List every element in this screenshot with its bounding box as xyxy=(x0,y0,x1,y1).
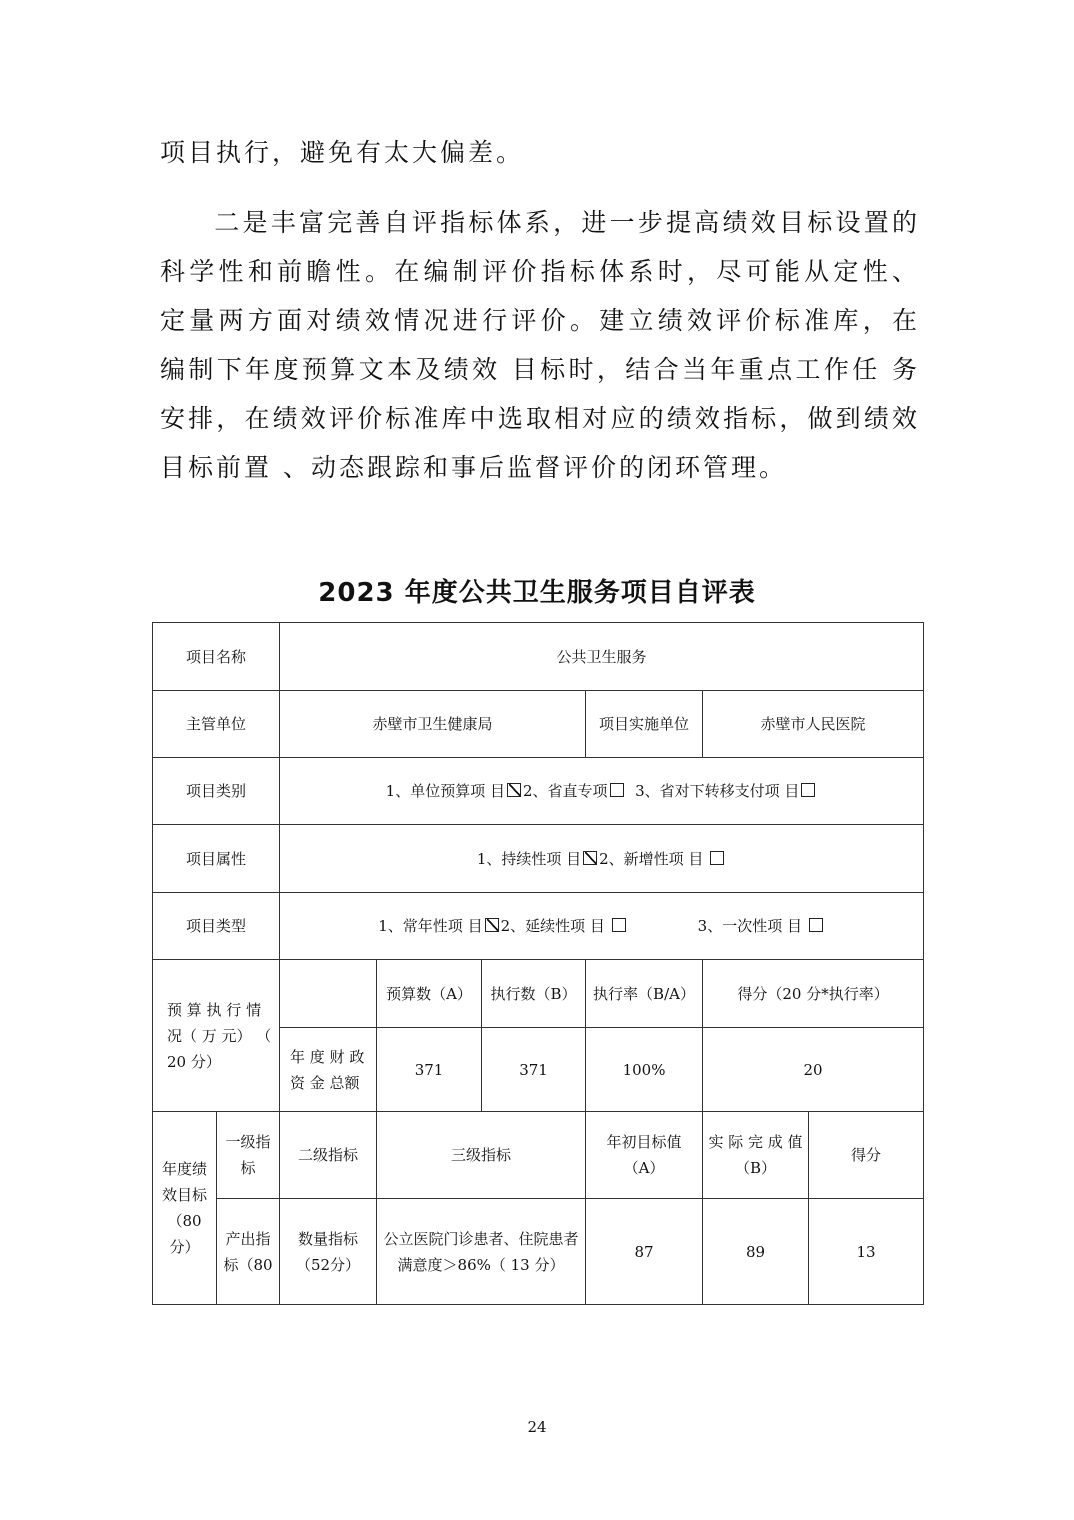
goal-label: 年度绩效目标（80 分） xyxy=(153,1112,217,1305)
page-number: 24 xyxy=(527,1418,547,1436)
header-target: 年初目标值（A） xyxy=(586,1112,703,1199)
level2-value: 数量指标（52分） xyxy=(280,1199,377,1305)
paragraph-indicator-system-text: 二是丰富完善自评指标体系，进一步提高绩效目标设置的科学性和前瞻性。在编制评价指标体系时，尽可能从定性、 定量两方面对绩效情况进行评价。建立绩效评价标准库，在 编制下年度预算文本及绩效 目标时，结合当年重点工作任 务安排，在绩效评价标准库中选取相对应的绩效指标，做到绩效目标前置 、动态跟踪和事后监督评价的闭环管理。 xyxy=(160,208,920,482)
level1-value: 产出指标（80 xyxy=(217,1199,280,1305)
row-project-name xyxy=(153,623,924,691)
checked-box-icon xyxy=(485,918,499,932)
checkbox-icon xyxy=(710,851,724,865)
category-option-3: 3、省对下转移支付项 目 xyxy=(635,782,800,800)
row-category xyxy=(153,758,924,825)
type-option-2: 2、延续性项 目 xyxy=(500,917,605,935)
header-score: 得分 xyxy=(809,1112,924,1199)
paragraph-continuation: 项目执行，避免有太大偏差。 xyxy=(160,138,525,167)
dept-value: 赤壁市卫生健康局 xyxy=(280,691,586,758)
budget-score-label: 得分（20 分*执行率） xyxy=(703,960,924,1028)
impl-value: 赤壁市人民医院 xyxy=(703,691,924,758)
category-option-2: 2、省直专项 xyxy=(522,782,608,800)
type-option-1: 1、常年性项 目 xyxy=(378,917,483,935)
project-name-label: 项目名称 xyxy=(153,623,280,691)
category-options xyxy=(280,758,924,825)
budget-rate-label: 执行率（B/A） xyxy=(586,960,703,1028)
budget-label: 预 算 执 行 情 况（ 万 元） （ 20 分） xyxy=(153,960,280,1112)
header-level2: 二级指标 xyxy=(280,1112,377,1199)
dept-label: 主管单位 xyxy=(153,691,280,758)
checkbox-icon xyxy=(612,918,626,932)
row-budget-header xyxy=(153,960,924,1028)
actual-value: 89 xyxy=(703,1199,809,1305)
fund-label: 年 度 财 政 资 金 总额 xyxy=(280,1028,377,1112)
header-level3: 三级指标 xyxy=(377,1112,586,1199)
paragraph-indicator-system xyxy=(160,198,920,492)
type-options xyxy=(280,893,924,960)
fund-score-value: 20 xyxy=(703,1028,924,1112)
row-department xyxy=(153,691,924,758)
budget-blank xyxy=(280,960,377,1028)
attr-option-2: 2、新增性项 目 xyxy=(599,849,704,868)
category-label: 项目类别 xyxy=(153,758,280,825)
checkbox-icon xyxy=(610,783,624,797)
project-name-value: 公共卫生服务 xyxy=(280,623,924,691)
header-actual: 实 际 完 成 值（B） xyxy=(703,1112,809,1199)
checked-box-icon xyxy=(507,783,521,797)
fund-rate-value: 100% xyxy=(586,1028,703,1112)
row-goal-data xyxy=(153,1199,924,1305)
level3-value: 公立医院门诊患者、住院患者满意度＞86%（ 13 分） xyxy=(377,1199,586,1305)
budget-b-label: 执行数（B） xyxy=(482,960,586,1028)
row-attribute xyxy=(153,825,924,893)
fund-b-value: 371 xyxy=(482,1028,586,1112)
table-title: 2023 年度公共卫生服务项目自评表 xyxy=(318,578,756,608)
checkbox-icon xyxy=(809,918,823,932)
checked-box-icon xyxy=(583,851,597,865)
fund-a-value: 371 xyxy=(377,1028,482,1112)
self-evaluation-table xyxy=(152,622,924,1305)
attr-label: 项目属性 xyxy=(153,825,280,893)
impl-label: 项目实施单位 xyxy=(586,691,703,758)
target-value: 87 xyxy=(586,1199,703,1305)
type-option-3: 3、一次性项 目 xyxy=(697,917,802,935)
header-level1: 一级指标 xyxy=(217,1112,280,1199)
row-type xyxy=(153,893,924,960)
attr-options xyxy=(280,825,924,893)
checkbox-icon xyxy=(801,783,815,797)
score-value: 13 xyxy=(809,1199,924,1305)
category-option-1: 1、单位预算项 目 xyxy=(385,782,505,800)
type-label: 项目类型 xyxy=(153,893,280,960)
attr-option-1: 1、持续性项 目 xyxy=(476,849,582,868)
row-goal-header xyxy=(153,1112,924,1199)
budget-a-label: 预算数（A） xyxy=(377,960,482,1028)
